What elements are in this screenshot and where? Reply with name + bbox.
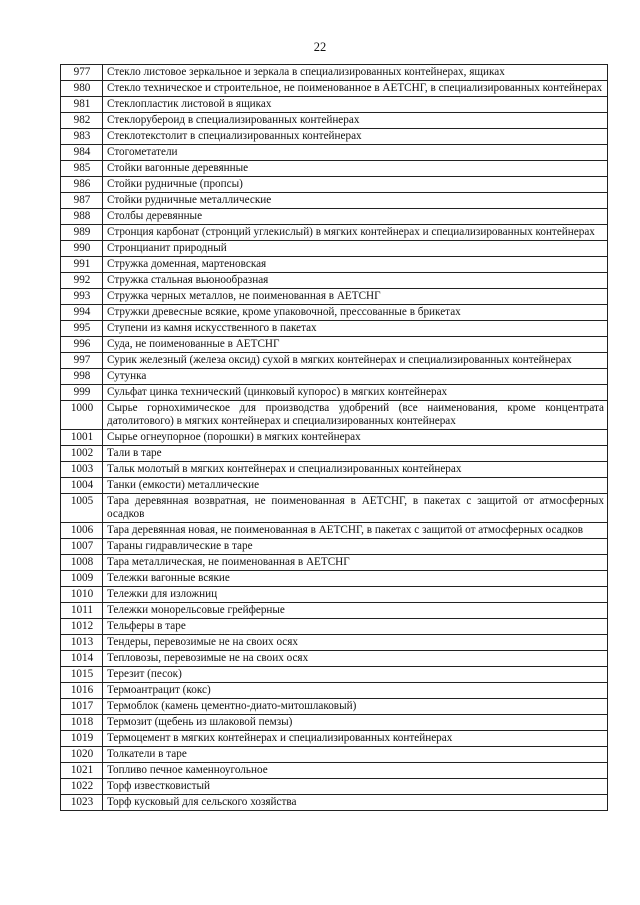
table-row xyxy=(61,779,608,795)
table-row xyxy=(61,401,608,430)
row-number: 1005 xyxy=(61,494,103,523)
row-item-name: Тара деревянная возвратная, не поименованная в АЕТСНГ, в пакетах с защитой от атмосферных осадков xyxy=(103,494,608,523)
table-row xyxy=(61,321,608,337)
row-number: 986 xyxy=(61,177,103,193)
row-number: 995 xyxy=(61,321,103,337)
table-row xyxy=(61,619,608,635)
table-row xyxy=(61,353,608,369)
row-item-name: Стойки вагонные деревянные xyxy=(103,161,608,177)
row-number: 996 xyxy=(61,337,103,353)
row-number: 984 xyxy=(61,145,103,161)
table-row xyxy=(61,145,608,161)
row-number: 993 xyxy=(61,289,103,305)
row-item-name: Сурик железный (железа оксид) сухой в мягких контейнерах и специализированных контейнерах xyxy=(103,353,608,369)
row-item-name: Терезит (песок) xyxy=(103,667,608,683)
row-number: 994 xyxy=(61,305,103,321)
row-number: 997 xyxy=(61,353,103,369)
table-row xyxy=(61,731,608,747)
row-number: 1018 xyxy=(61,715,103,731)
table-row xyxy=(61,257,608,273)
row-number: 983 xyxy=(61,129,103,145)
row-item-name: Сырье огнеупорное (порошки) в мягких контейнерах xyxy=(103,430,608,446)
table-row xyxy=(61,571,608,587)
row-number: 1021 xyxy=(61,763,103,779)
row-number: 1016 xyxy=(61,683,103,699)
table-row xyxy=(61,462,608,478)
table-row xyxy=(61,763,608,779)
table-row xyxy=(61,699,608,715)
table-row xyxy=(61,81,608,97)
table-row xyxy=(61,603,608,619)
row-item-name: Тепловозы, перевозимые не на своих осях xyxy=(103,651,608,667)
row-number: 1017 xyxy=(61,699,103,715)
table-row xyxy=(61,539,608,555)
row-number: 1006 xyxy=(61,523,103,539)
table-row xyxy=(61,289,608,305)
row-item-name: Стекло листовое зеркальное и зеркала в специализированных контейнерах, ящиках xyxy=(103,65,608,81)
row-number: 987 xyxy=(61,193,103,209)
row-item-name: Стружка черных металлов, не поименованная в АЕТСНГ xyxy=(103,289,608,305)
table-row xyxy=(61,523,608,539)
row-number: 1004 xyxy=(61,478,103,494)
row-item-name: Тележки для изложниц xyxy=(103,587,608,603)
row-number: 989 xyxy=(61,225,103,241)
row-item-name: Стружки древесные всякие, кроме упаковочной, прессованные в брикетах xyxy=(103,305,608,321)
table-row xyxy=(61,494,608,523)
row-item-name: Стеклопластик листовой в ящиках xyxy=(103,97,608,113)
row-number: 990 xyxy=(61,241,103,257)
table-row xyxy=(61,369,608,385)
row-number: 1008 xyxy=(61,555,103,571)
row-item-name: Тележки монорельсовые грейферные xyxy=(103,603,608,619)
row-item-name: Стружка доменная, мартеновская xyxy=(103,257,608,273)
table-row xyxy=(61,667,608,683)
table-row xyxy=(61,587,608,603)
row-item-name: Столбы деревянные xyxy=(103,209,608,225)
cargo-table-body xyxy=(61,65,608,811)
row-item-name: Стронция карбонат (стронций углекислый) в мягких контейнерах и специализированных контейнерах xyxy=(103,225,608,241)
row-item-name: Тара деревянная новая, не поименованная в АЕТСНГ, в пакетах с защитой от атмосферных осадков xyxy=(103,523,608,539)
row-number: 977 xyxy=(61,65,103,81)
row-number: 991 xyxy=(61,257,103,273)
table-row xyxy=(61,747,608,763)
table-row xyxy=(61,555,608,571)
row-item-name: Топливо печное каменноугольное xyxy=(103,763,608,779)
row-item-name: Сульфат цинка технический (цинковый купорос) в мягких контейнерах xyxy=(103,385,608,401)
row-item-name: Стружка стальная вьюнообразная xyxy=(103,273,608,289)
row-number: 1013 xyxy=(61,635,103,651)
row-item-name: Стогометатели xyxy=(103,145,608,161)
row-number: 1010 xyxy=(61,587,103,603)
row-item-name: Тендеры, перевозимые не на своих осях xyxy=(103,635,608,651)
table-row xyxy=(61,305,608,321)
table-row xyxy=(61,795,608,811)
row-number: 985 xyxy=(61,161,103,177)
row-number: 1022 xyxy=(61,779,103,795)
row-item-name: Стойки рудничные (пропсы) xyxy=(103,177,608,193)
table-row xyxy=(61,430,608,446)
row-number: 999 xyxy=(61,385,103,401)
table-row xyxy=(61,478,608,494)
table-row xyxy=(61,97,608,113)
row-number: 1019 xyxy=(61,731,103,747)
row-item-name: Ступени из камня искусственного в пакетах xyxy=(103,321,608,337)
table-row xyxy=(61,193,608,209)
row-number: 1001 xyxy=(61,430,103,446)
table-row xyxy=(61,241,608,257)
row-item-name: Термоблок (камень цементно-диато-митошлаковый) xyxy=(103,699,608,715)
row-number: 1023 xyxy=(61,795,103,811)
table-row xyxy=(61,225,608,241)
row-number: 1012 xyxy=(61,619,103,635)
row-number: 1002 xyxy=(61,446,103,462)
row-number: 980 xyxy=(61,81,103,97)
row-number: 998 xyxy=(61,369,103,385)
table-row xyxy=(61,337,608,353)
row-number: 1000 xyxy=(61,401,103,430)
row-item-name: Тельферы в таре xyxy=(103,619,608,635)
row-number: 1003 xyxy=(61,462,103,478)
row-item-name: Суда, не поименованные в АЕТСНГ xyxy=(103,337,608,353)
row-item-name: Торф известковистый xyxy=(103,779,608,795)
row-item-name: Термоцемент в мягких контейнерах и специализированных контейнерах xyxy=(103,731,608,747)
table-row xyxy=(61,161,608,177)
row-number: 981 xyxy=(61,97,103,113)
row-item-name: Стекло техническое и строительное, не поименованное в АЕТСНГ, в специализированных контейнерах xyxy=(103,81,608,97)
row-item-name: Тележки вагонные всякие xyxy=(103,571,608,587)
table-row xyxy=(61,635,608,651)
row-number: 1020 xyxy=(61,747,103,763)
table-row xyxy=(61,683,608,699)
row-item-name: Стронцианит природный xyxy=(103,241,608,257)
row-item-name: Термозит (щебень из шлаковой пемзы) xyxy=(103,715,608,731)
table-row xyxy=(61,273,608,289)
row-item-name: Сутунка xyxy=(103,369,608,385)
table-row xyxy=(61,129,608,145)
table-row xyxy=(61,715,608,731)
row-item-name: Стеклотекстолит в специализированных контейнерах xyxy=(103,129,608,145)
row-item-name: Тараны гидравлические в таре xyxy=(103,539,608,555)
row-number: 982 xyxy=(61,113,103,129)
row-number: 988 xyxy=(61,209,103,225)
row-item-name: Толкатели в таре xyxy=(103,747,608,763)
row-item-name: Торф кусковый для сельского хозяйства xyxy=(103,795,608,811)
row-item-name: Тара металлическая, не поименованная в АЕТСНГ xyxy=(103,555,608,571)
row-item-name: Тали в таре xyxy=(103,446,608,462)
table-row xyxy=(61,65,608,81)
row-item-name: Стеклорубероид в специализированных контейнерах xyxy=(103,113,608,129)
table-row xyxy=(61,651,608,667)
row-number: 1011 xyxy=(61,603,103,619)
row-item-name: Тальк молотый в мягких контейнерах и специализированных контейнерах xyxy=(103,462,608,478)
table-row xyxy=(61,385,608,401)
row-number: 1009 xyxy=(61,571,103,587)
page-number: 22 xyxy=(313,40,327,54)
row-number: 1007 xyxy=(61,539,103,555)
row-item-name: Танки (емкости) металлические xyxy=(103,478,608,494)
row-item-name: Стойки рудничные металлические xyxy=(103,193,608,209)
table-row xyxy=(61,209,608,225)
row-item-name: Сырье горнохимическое для производства удобрений (все наименования, кроме концентрата датолитового) в мягких контейнерах и специализированных контейнерах xyxy=(103,401,608,430)
table-row xyxy=(61,113,608,129)
table-row xyxy=(61,177,608,193)
row-number: 992 xyxy=(61,273,103,289)
row-number: 1015 xyxy=(61,667,103,683)
row-number: 1014 xyxy=(61,651,103,667)
table-row xyxy=(61,446,608,462)
row-item-name: Термоантрацит (кокс) xyxy=(103,683,608,699)
cargo-table xyxy=(60,64,608,811)
